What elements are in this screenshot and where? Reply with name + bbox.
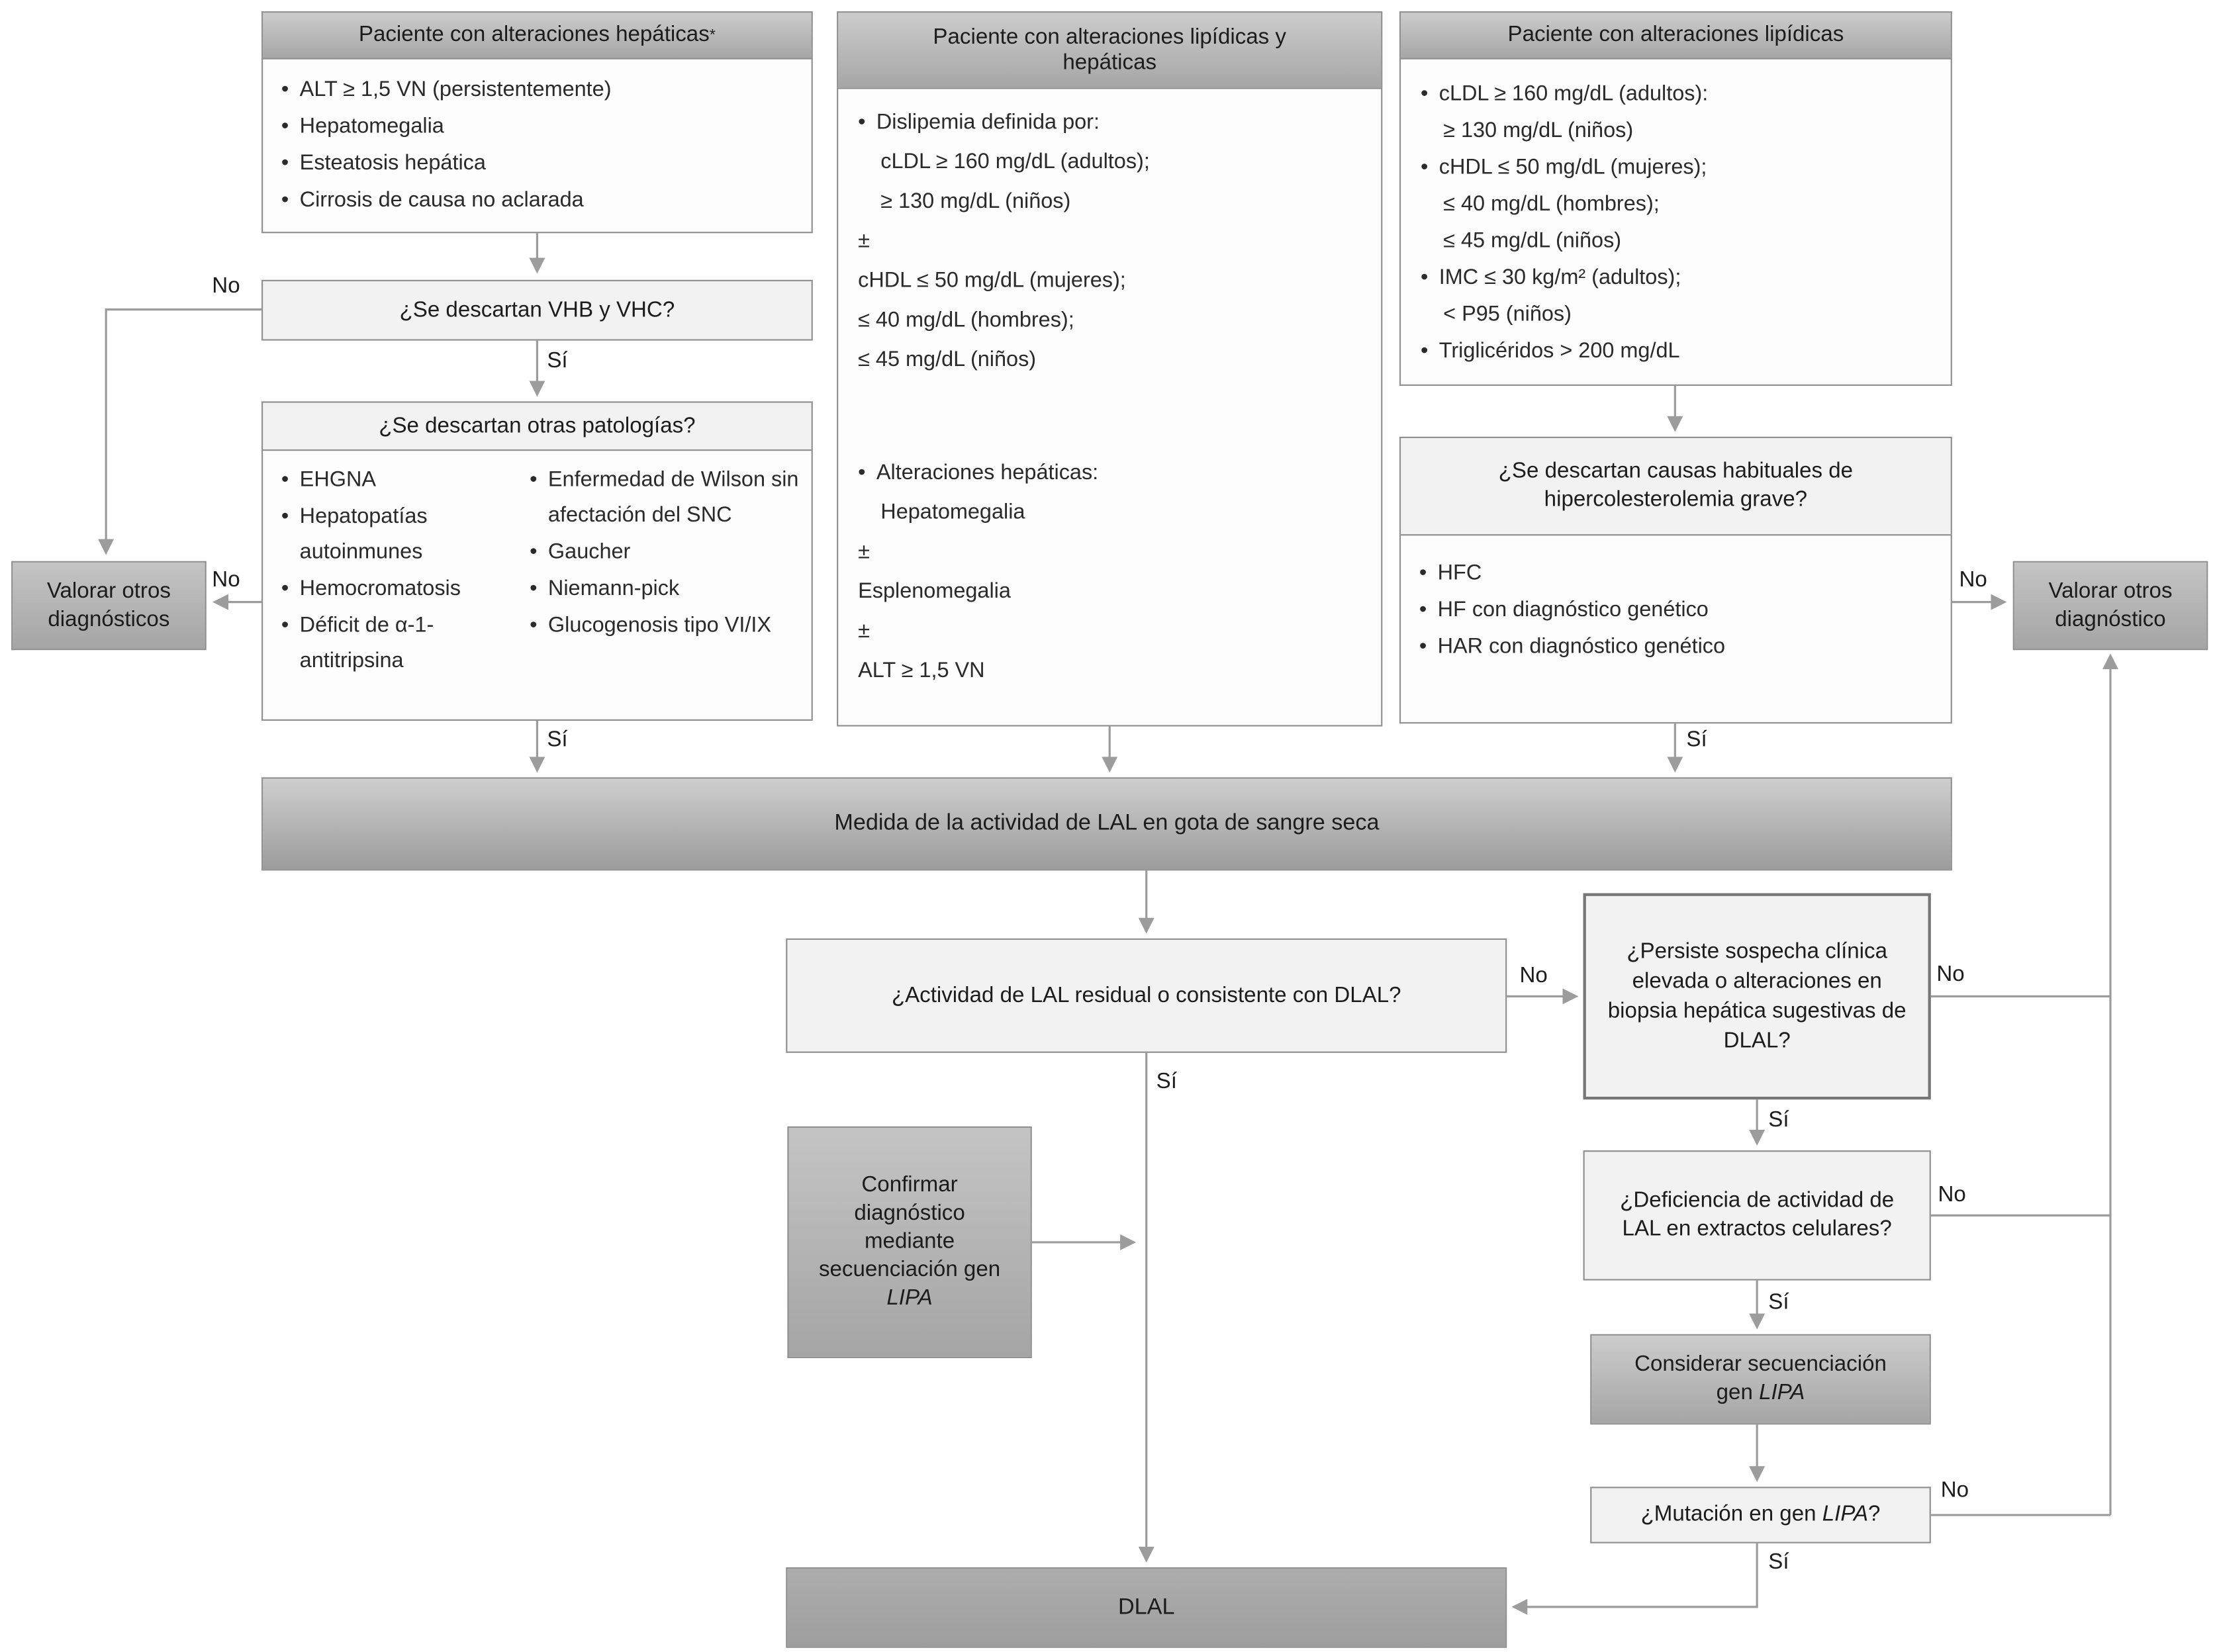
label-si: Sí (1768, 1550, 1789, 1575)
criteria-line: cLDL ≥ 160 mg/dL (adultos); (880, 150, 1150, 174)
lipidicas-header (1399, 11, 1952, 60)
patologia-item: • Niemann-pick (530, 571, 803, 606)
valorar-otros-diagnosticos-left (11, 561, 207, 651)
label-no: No (212, 568, 240, 592)
criteria-line: ALT ≥ 1,5 VN (858, 659, 985, 683)
label-no: No (212, 274, 240, 298)
question-actividad-lal (786, 939, 1507, 1053)
mutacion-post: ? (1868, 1502, 1881, 1527)
patologia-item: • Glucogenosis tipo VI/IX (530, 608, 803, 643)
question-vhb-vhc-text: ¿Se descartan VHB y VHC? (399, 297, 675, 322)
considerar-secuenciacion-box (1590, 1334, 1931, 1425)
valorar-left-text: Valorar otros diagnósticos (46, 578, 171, 631)
criteria-line: ± (858, 619, 870, 643)
criteria-line: • Alteraciones hepáticas: (858, 453, 1367, 493)
patologia-item: • Hepatopatías autoinmunes (281, 499, 521, 570)
question-persiste-sospecha (1583, 894, 1931, 1100)
label-si: Sí (1768, 1108, 1789, 1132)
flow-arrow (106, 310, 261, 553)
criteria-item: • Hepatomegalia (281, 109, 800, 146)
label-no: No (1940, 1478, 1969, 1502)
question-persiste-text: ¿Persiste sospecha clínica elevada o alteraciones en biopsia hepática sugestivas de DLAL? (1607, 939, 1907, 1053)
considerar-pre: Considerar secuenciación gen (1634, 1352, 1887, 1405)
causas-list-box (1399, 534, 1952, 723)
question-otras-patologias (261, 401, 813, 451)
label-no: No (1938, 1183, 1966, 1207)
label-no: No (1959, 568, 1987, 592)
patologia-item: • EHGNA (281, 462, 521, 497)
patologia-item: • Hemocromatosis (281, 571, 521, 606)
criteria-line: ± (858, 228, 870, 253)
confirmar-pre: Confirmar diagnóstico mediante secuenciación gen (818, 1173, 1001, 1282)
criteria-line: • Triglicéridos > 200 mg/dL (1421, 334, 1936, 371)
criteria-line: • cLDL ≥ 160 mg/dL (adultos): (1421, 76, 1936, 113)
patologia-item: • Gaucher (530, 534, 803, 569)
confirmar-diagnostico-box (787, 1126, 1031, 1358)
criteria-line: cHDL ≤ 50 mg/dL (mujeres); (858, 268, 1126, 293)
criteria-line: ≤ 45 mg/dL (niños) (1443, 228, 1622, 253)
confirmar-text (808, 1171, 1010, 1313)
label-si: Sí (547, 727, 568, 752)
criteria-line: ≤ 45 mg/dL (niños) (858, 347, 1037, 372)
medida-lal-box (261, 777, 1952, 870)
question-deficiencia-lal (1583, 1150, 1931, 1280)
criteria-line: Hepatomegalia (880, 500, 1025, 525)
flow-arrow (1514, 1543, 1757, 1607)
gene-lipa: LIPA (1759, 1381, 1805, 1405)
valorar-right-text: Valorar otros diagnóstico (2048, 578, 2173, 631)
question-mutacion-lipa (1590, 1487, 1931, 1543)
label-si: Sí (1156, 1070, 1177, 1094)
causa-item: • HAR con diagnóstico genético (1419, 629, 1940, 666)
mutacion-pre: ¿Mutación en gen (1640, 1502, 1822, 1527)
label-si: Sí (547, 349, 568, 373)
lipidicas-header-text: Paciente con alteraciones lipídicas (1507, 23, 1844, 47)
criteria-line: ≤ 40 mg/dL (hombres); (858, 308, 1074, 332)
mixtas-criteria-box (837, 87, 1382, 726)
criteria-item: • Esteatosis hepática (281, 146, 800, 183)
question-deficiencia-text: ¿Deficiencia de actividad de LAL en extractos celulares? (1620, 1188, 1895, 1241)
dlal-result-box (786, 1567, 1507, 1648)
criteria-item: • ALT ≥ 1,5 VN (persistentemente) (281, 72, 800, 109)
gene-lipa: LIPA (886, 1286, 933, 1310)
criteria-line: • IMC ≤ 30 kg/m² (adultos); (1421, 260, 1936, 297)
criteria-line: Esplenomegalia (858, 579, 1011, 604)
hepaticas-header-text: Paciente con alteraciones hepáticas (358, 23, 710, 47)
lipidicas-criteria-box (1399, 58, 1952, 386)
label-si: Sí (1768, 1290, 1789, 1314)
criteria-line: ≥ 130 mg/dL (niños) (1443, 118, 1634, 143)
causa-item: • HFC (1419, 555, 1940, 592)
asterisk-note: * (709, 26, 716, 44)
question-actividad-text: ¿Actividad de LAL residual o consistente con DLAL? (891, 983, 1401, 1007)
question-vhb-vhc (261, 280, 813, 341)
hepaticas-criteria-box (261, 58, 813, 234)
hepaticas-header (261, 11, 813, 60)
question-causas-text: ¿Se descartan causas habituales de hipercolesterolemia grave? (1498, 459, 1854, 512)
mixtas-header (837, 11, 1382, 89)
gene-lipa: LIPA (1822, 1502, 1869, 1527)
question-causas-habituales (1399, 437, 1952, 535)
causa-item: • HF con diagnóstico genético (1419, 592, 1940, 629)
criteria-line: ≤ 40 mg/dL (hombres); (1443, 192, 1660, 216)
dlal-text: DLAL (1117, 1594, 1175, 1619)
criteria-item: • Cirrosis de causa no aclarada (281, 182, 800, 219)
criteria-line: • Dislipemia definida por: (858, 103, 1367, 143)
patologia-item: • Enfermedad de Wilson sin afectación del SNC (530, 462, 803, 533)
criteria-line: ± (858, 539, 870, 564)
label-si: Sí (1686, 727, 1707, 752)
mixtas-header-text: Paciente con alteraciones lipídicas y hepáticas (933, 24, 1286, 75)
medida-lal-text: Medida de la actividad de LAL en gota de sangre seca (834, 811, 1380, 835)
criteria-line: < P95 (niños) (1443, 302, 1572, 327)
criteria-line: ≥ 130 mg/dL (niños) (880, 189, 1071, 214)
patologias-list-box (261, 449, 813, 721)
considerar-text (1620, 1351, 1901, 1407)
valorar-otros-diagnostico-right (2013, 561, 2208, 651)
question-mutacion-text (1641, 1501, 1881, 1530)
label-no: No (1519, 964, 1548, 988)
label-no: No (1936, 962, 1965, 987)
patologia-item: • Déficit de α-1-antitripsina (281, 608, 521, 678)
question-otras-patologias-text: ¿Se descartan otras patologías? (379, 413, 696, 437)
criteria-line: • cHDL ≤ 50 mg/dL (mujeres); (1421, 150, 1936, 187)
